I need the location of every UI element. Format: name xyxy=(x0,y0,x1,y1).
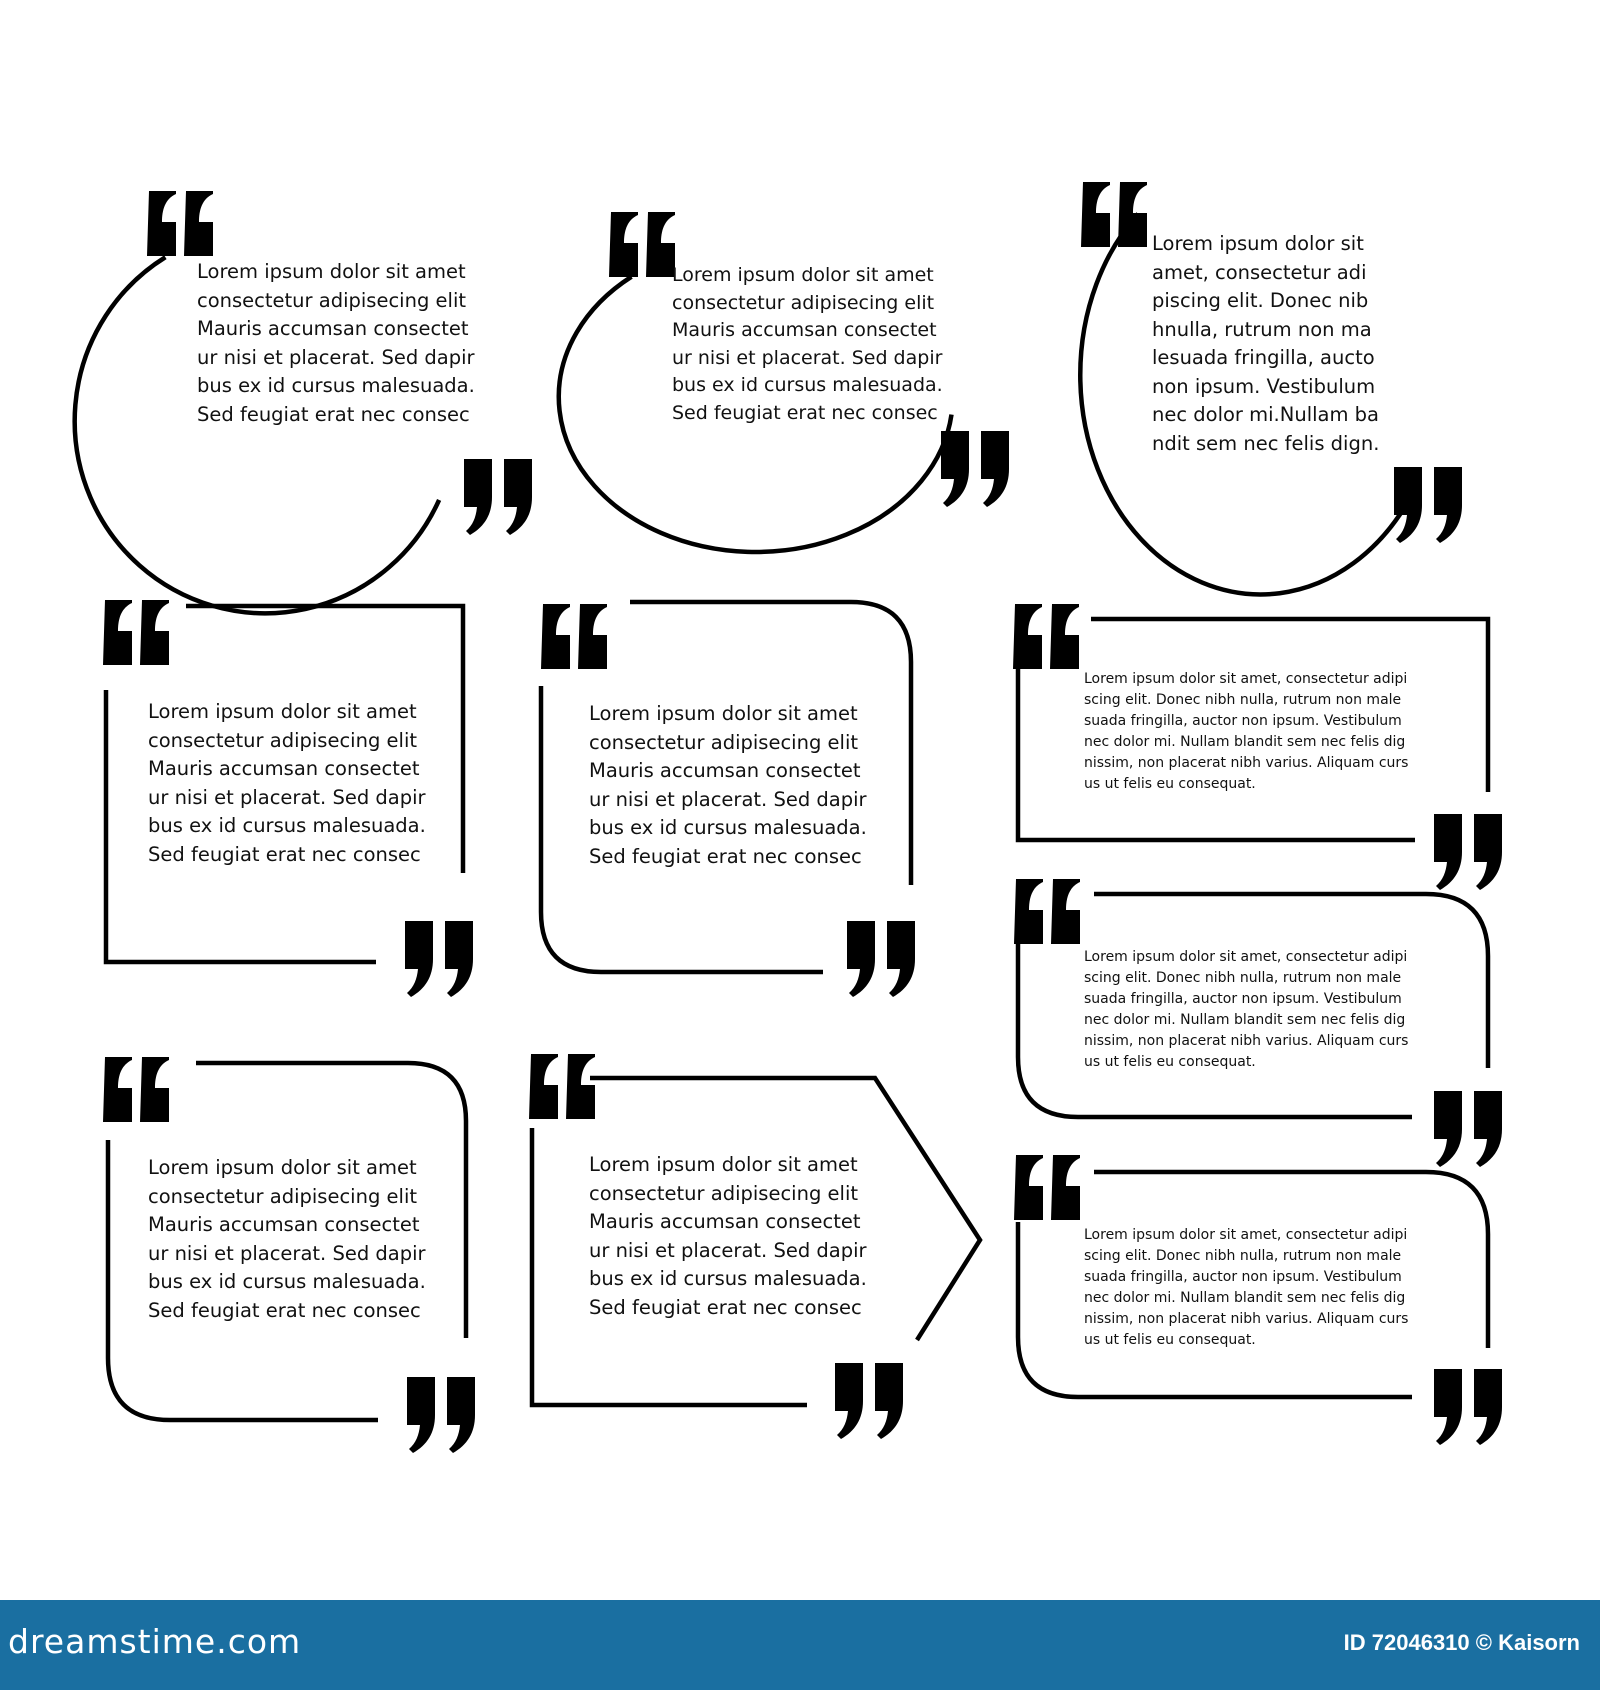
open-quote-icon xyxy=(147,191,213,256)
quote-line: ndit sem nec felis dign. xyxy=(1152,431,1380,455)
quote-line: us ut felis eu consequat. xyxy=(1084,776,1256,792)
quote-line: consectetur adipisecing elit xyxy=(148,1184,418,1208)
quote-line: scing elit. Donec nibh nulla, rutrum non male xyxy=(1084,970,1402,986)
quote-line: Sed feugiat erat nec consec xyxy=(148,1298,421,1322)
quote-line: ur nisi et placerat. Sed dapir xyxy=(197,345,475,369)
quote-line: Sed feugiat erat nec consec xyxy=(589,844,862,868)
quote-line: Mauris accumsan consectet xyxy=(148,1213,420,1236)
close-quote-icon xyxy=(835,1363,903,1439)
quote-line: consectetur adipisecing elit xyxy=(589,1181,859,1205)
quote-line: ur nisi et placerat. Sed dapir xyxy=(589,787,867,811)
quote-line: Lorem ipsum dolor sit amet, consectetur adipi xyxy=(1084,949,1408,965)
open-quote-icon xyxy=(541,604,607,669)
quote-text-rect-6 xyxy=(1084,669,1408,795)
quote-line: Lorem ipsum dolor sit amet, consectetur adipi xyxy=(1084,1227,1408,1243)
quote-line: scing elit. Donec nibh nulla, rutrum non male xyxy=(1084,692,1402,708)
open-quote-icon xyxy=(1014,879,1080,944)
quote-line: piscing elit. Donec nib xyxy=(1152,289,1369,312)
quote-text-arrow-8 xyxy=(589,1151,867,1322)
quote-line: Lorem ipsum dolor sit amet xyxy=(589,1153,858,1176)
close-quote-icon xyxy=(847,921,915,997)
quote-line: consectetur adipisecing elit xyxy=(589,730,859,754)
quote-line: Mauris accumsan consectet xyxy=(672,319,937,341)
quote-line: consectetur adipisecing elit xyxy=(197,288,467,312)
quote-line: Sed feugiat erat nec consec xyxy=(672,401,938,424)
quote-line: bus ex id cursus malesuada. xyxy=(672,374,943,396)
quote-text-rect-4 xyxy=(148,698,426,869)
quote-line: consectetur adipisecing elit xyxy=(672,291,935,314)
quote-line: nec dolor mi. Nullam blandit sem nec felis dig xyxy=(1084,1290,1406,1306)
quote-line: Lorem ipsum dolor sit amet, consectetur adipi xyxy=(1084,671,1408,687)
quote-line: Lorem ipsum dolor sit amet xyxy=(148,1156,417,1179)
quote-line: bus ex id cursus malesuada. xyxy=(197,374,475,397)
quote-line: scing elit. Donec nibh nulla, rutrum non male xyxy=(1084,1248,1402,1264)
close-quote-icon xyxy=(1434,1369,1502,1445)
quote-line: Mauris accumsan consectet xyxy=(148,757,420,780)
close-quote-icon xyxy=(405,921,473,997)
quote-line: ur nisi et placerat. Sed dapir xyxy=(148,785,426,809)
open-quote-icon xyxy=(103,600,169,665)
open-quote-icon xyxy=(1081,182,1147,247)
close-quote-icon xyxy=(1394,467,1462,543)
quote-line: nec dolor mi.Nullam ba xyxy=(1152,403,1380,426)
close-quote-icon xyxy=(464,459,532,535)
quote-line: ur nisi et placerat. Sed dapir xyxy=(672,346,943,369)
close-quote-icon xyxy=(941,431,1009,507)
quote-line: hnulla, rutrum non ma xyxy=(1152,317,1372,341)
quote-line: bus ex id cursus malesuada. xyxy=(148,1270,426,1293)
open-quote-icon xyxy=(529,1054,595,1119)
quote-line: ur nisi et placerat. Sed dapir xyxy=(148,1241,426,1265)
quote-line: consectetur adipisecing elit xyxy=(148,728,418,752)
quote-line: nissim, non placerat nibh varius. Aliquam curs xyxy=(1084,1311,1409,1327)
quote-line: Mauris accumsan consectet xyxy=(589,759,861,782)
quote-line: non ipsum. Vestibulum xyxy=(1152,374,1376,398)
quote-line: ur nisi et placerat. Sed dapir xyxy=(589,1238,867,1262)
close-quote-icon xyxy=(1434,814,1502,890)
quote-text-ellipse-2 xyxy=(672,262,943,427)
stock-footer-bar xyxy=(0,1600,1600,1690)
close-quote-icon xyxy=(407,1377,475,1453)
quote-line: lesuada fringilla, aucto xyxy=(1152,346,1375,369)
quote-line: nissim, non placerat nibh varius. Aliquam curs xyxy=(1084,755,1409,771)
quote-line: Mauris accumsan consectet xyxy=(589,1210,861,1233)
quote-line: Lorem ipsum dolor sit amet xyxy=(197,260,466,283)
quote-line: Lorem ipsum dolor sit amet xyxy=(148,700,417,723)
quote-line: suada fringilla, auctor non ipsum. Vestibulum xyxy=(1084,991,1402,1007)
image-credit: ID 72046310 © Kaisorn xyxy=(1343,1630,1580,1655)
quote-line: Sed feugiat erat nec consec xyxy=(148,842,421,866)
quote-line: bus ex id cursus malesuada. xyxy=(589,1267,867,1290)
open-quote-icon xyxy=(1014,1155,1080,1220)
quote-line: suada fringilla, auctor non ipsum. Vestibulum xyxy=(1084,1269,1402,1285)
quote-text-rounded-5 xyxy=(589,700,867,871)
quote-line: us ut felis eu consequat. xyxy=(1084,1054,1256,1070)
quote-text-oval-3 xyxy=(1152,230,1379,458)
quote-line: bus ex id cursus malesuada. xyxy=(589,816,867,839)
quote-line: Lorem ipsum dolor sit xyxy=(1152,232,1364,255)
open-quote-icon xyxy=(103,1057,169,1122)
quote-line: Sed feugiat erat nec consec xyxy=(197,402,470,426)
close-quote-icon xyxy=(1434,1091,1502,1167)
quote-line: suada fringilla, auctor non ipsum. Vestibulum xyxy=(1084,713,1402,729)
quote-line: Lorem ipsum dolor sit amet xyxy=(589,702,858,725)
quote-text-circle-1 xyxy=(197,258,475,429)
quote-text-rounded-9 xyxy=(1084,947,1408,1073)
quote-text-rounded-10 xyxy=(1084,1225,1408,1351)
quote-line: Sed feugiat erat nec consec xyxy=(589,1295,862,1319)
open-quote-icon xyxy=(1013,604,1079,669)
brand-logo-text: dreamstime.com xyxy=(8,1622,302,1661)
quote-line: bus ex id cursus malesuada. xyxy=(148,814,426,837)
quote-line: us ut felis eu consequat. xyxy=(1084,1332,1256,1348)
quote-line: Mauris accumsan consectet xyxy=(197,317,469,340)
quote-line: nec dolor mi. Nullam blandit sem nec felis dig xyxy=(1084,1012,1406,1028)
quote-line: amet, consectetur adi xyxy=(1152,260,1367,284)
open-quote-icon xyxy=(609,212,675,277)
quote-text-rounded-7 xyxy=(148,1154,426,1325)
quote-line: nissim, non placerat nibh varius. Aliquam curs xyxy=(1084,1033,1409,1049)
quote-line: Lorem ipsum dolor sit amet xyxy=(672,264,934,286)
quote-line: nec dolor mi. Nullam blandit sem nec felis dig xyxy=(1084,734,1406,750)
